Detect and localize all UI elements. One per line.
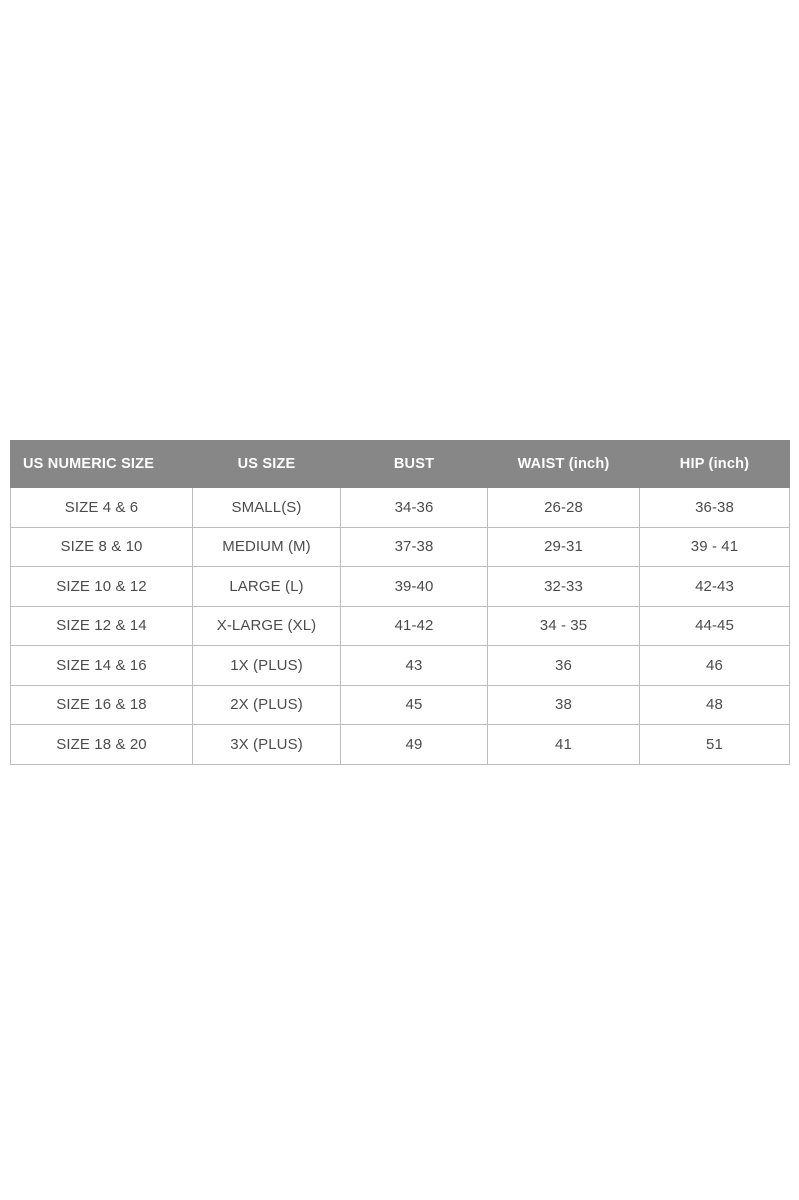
table-row: [11, 567, 790, 607]
column-header-us-size: US SIZE: [193, 441, 341, 488]
cell-bust: 39-40: [341, 567, 488, 607]
cell-bust: 37-38: [341, 527, 488, 567]
cell-us-size: 1X (PLUS): [193, 646, 341, 686]
cell-bust: 45: [341, 685, 488, 725]
table-header-row: [11, 441, 790, 488]
cell-waist: 26-28: [488, 488, 640, 528]
table-row: [11, 646, 790, 686]
cell-hip: 51: [640, 725, 790, 765]
table-row: [11, 685, 790, 725]
cell-waist: 32-33: [488, 567, 640, 607]
column-header-us-numeric-size: US NUMERIC SIZE: [11, 441, 193, 488]
size-chart-table-container: [10, 440, 789, 765]
table-row: [11, 725, 790, 765]
column-header-bust: BUST: [341, 441, 488, 488]
table-row: [11, 606, 790, 646]
cell-hip: 44-45: [640, 606, 790, 646]
table-row: [11, 527, 790, 567]
cell-hip: 46: [640, 646, 790, 686]
cell-hip: 39 - 41: [640, 527, 790, 567]
table-header: [11, 441, 790, 488]
cell-us-size: X-LARGE (XL): [193, 606, 341, 646]
cell-hip: 48: [640, 685, 790, 725]
column-header-waist: WAIST (inch): [488, 441, 640, 488]
cell-bust: 41-42: [341, 606, 488, 646]
size-chart-table: [10, 440, 790, 765]
cell-numeric-size: SIZE 14 & 16: [11, 646, 193, 686]
cell-us-size: LARGE (L): [193, 567, 341, 607]
cell-numeric-size: SIZE 16 & 18: [11, 685, 193, 725]
cell-us-size: MEDIUM (M): [193, 527, 341, 567]
cell-bust: 49: [341, 725, 488, 765]
cell-hip: 36-38: [640, 488, 790, 528]
cell-bust: 34-36: [341, 488, 488, 528]
column-header-hip: HIP (inch): [640, 441, 790, 488]
cell-waist: 36: [488, 646, 640, 686]
cell-waist: 29-31: [488, 527, 640, 567]
cell-us-size: 2X (PLUS): [193, 685, 341, 725]
table-row: [11, 488, 790, 528]
cell-us-size: SMALL(S): [193, 488, 341, 528]
cell-numeric-size: SIZE 12 & 14: [11, 606, 193, 646]
cell-numeric-size: SIZE 10 & 12: [11, 567, 193, 607]
cell-numeric-size: SIZE 18 & 20: [11, 725, 193, 765]
cell-us-size: 3X (PLUS): [193, 725, 341, 765]
cell-hip: 42-43: [640, 567, 790, 607]
cell-waist: 38: [488, 685, 640, 725]
cell-numeric-size: SIZE 8 & 10: [11, 527, 193, 567]
table-body: [11, 488, 790, 765]
cell-numeric-size: SIZE 4 & 6: [11, 488, 193, 528]
cell-waist: 34 - 35: [488, 606, 640, 646]
cell-waist: 41: [488, 725, 640, 765]
cell-bust: 43: [341, 646, 488, 686]
